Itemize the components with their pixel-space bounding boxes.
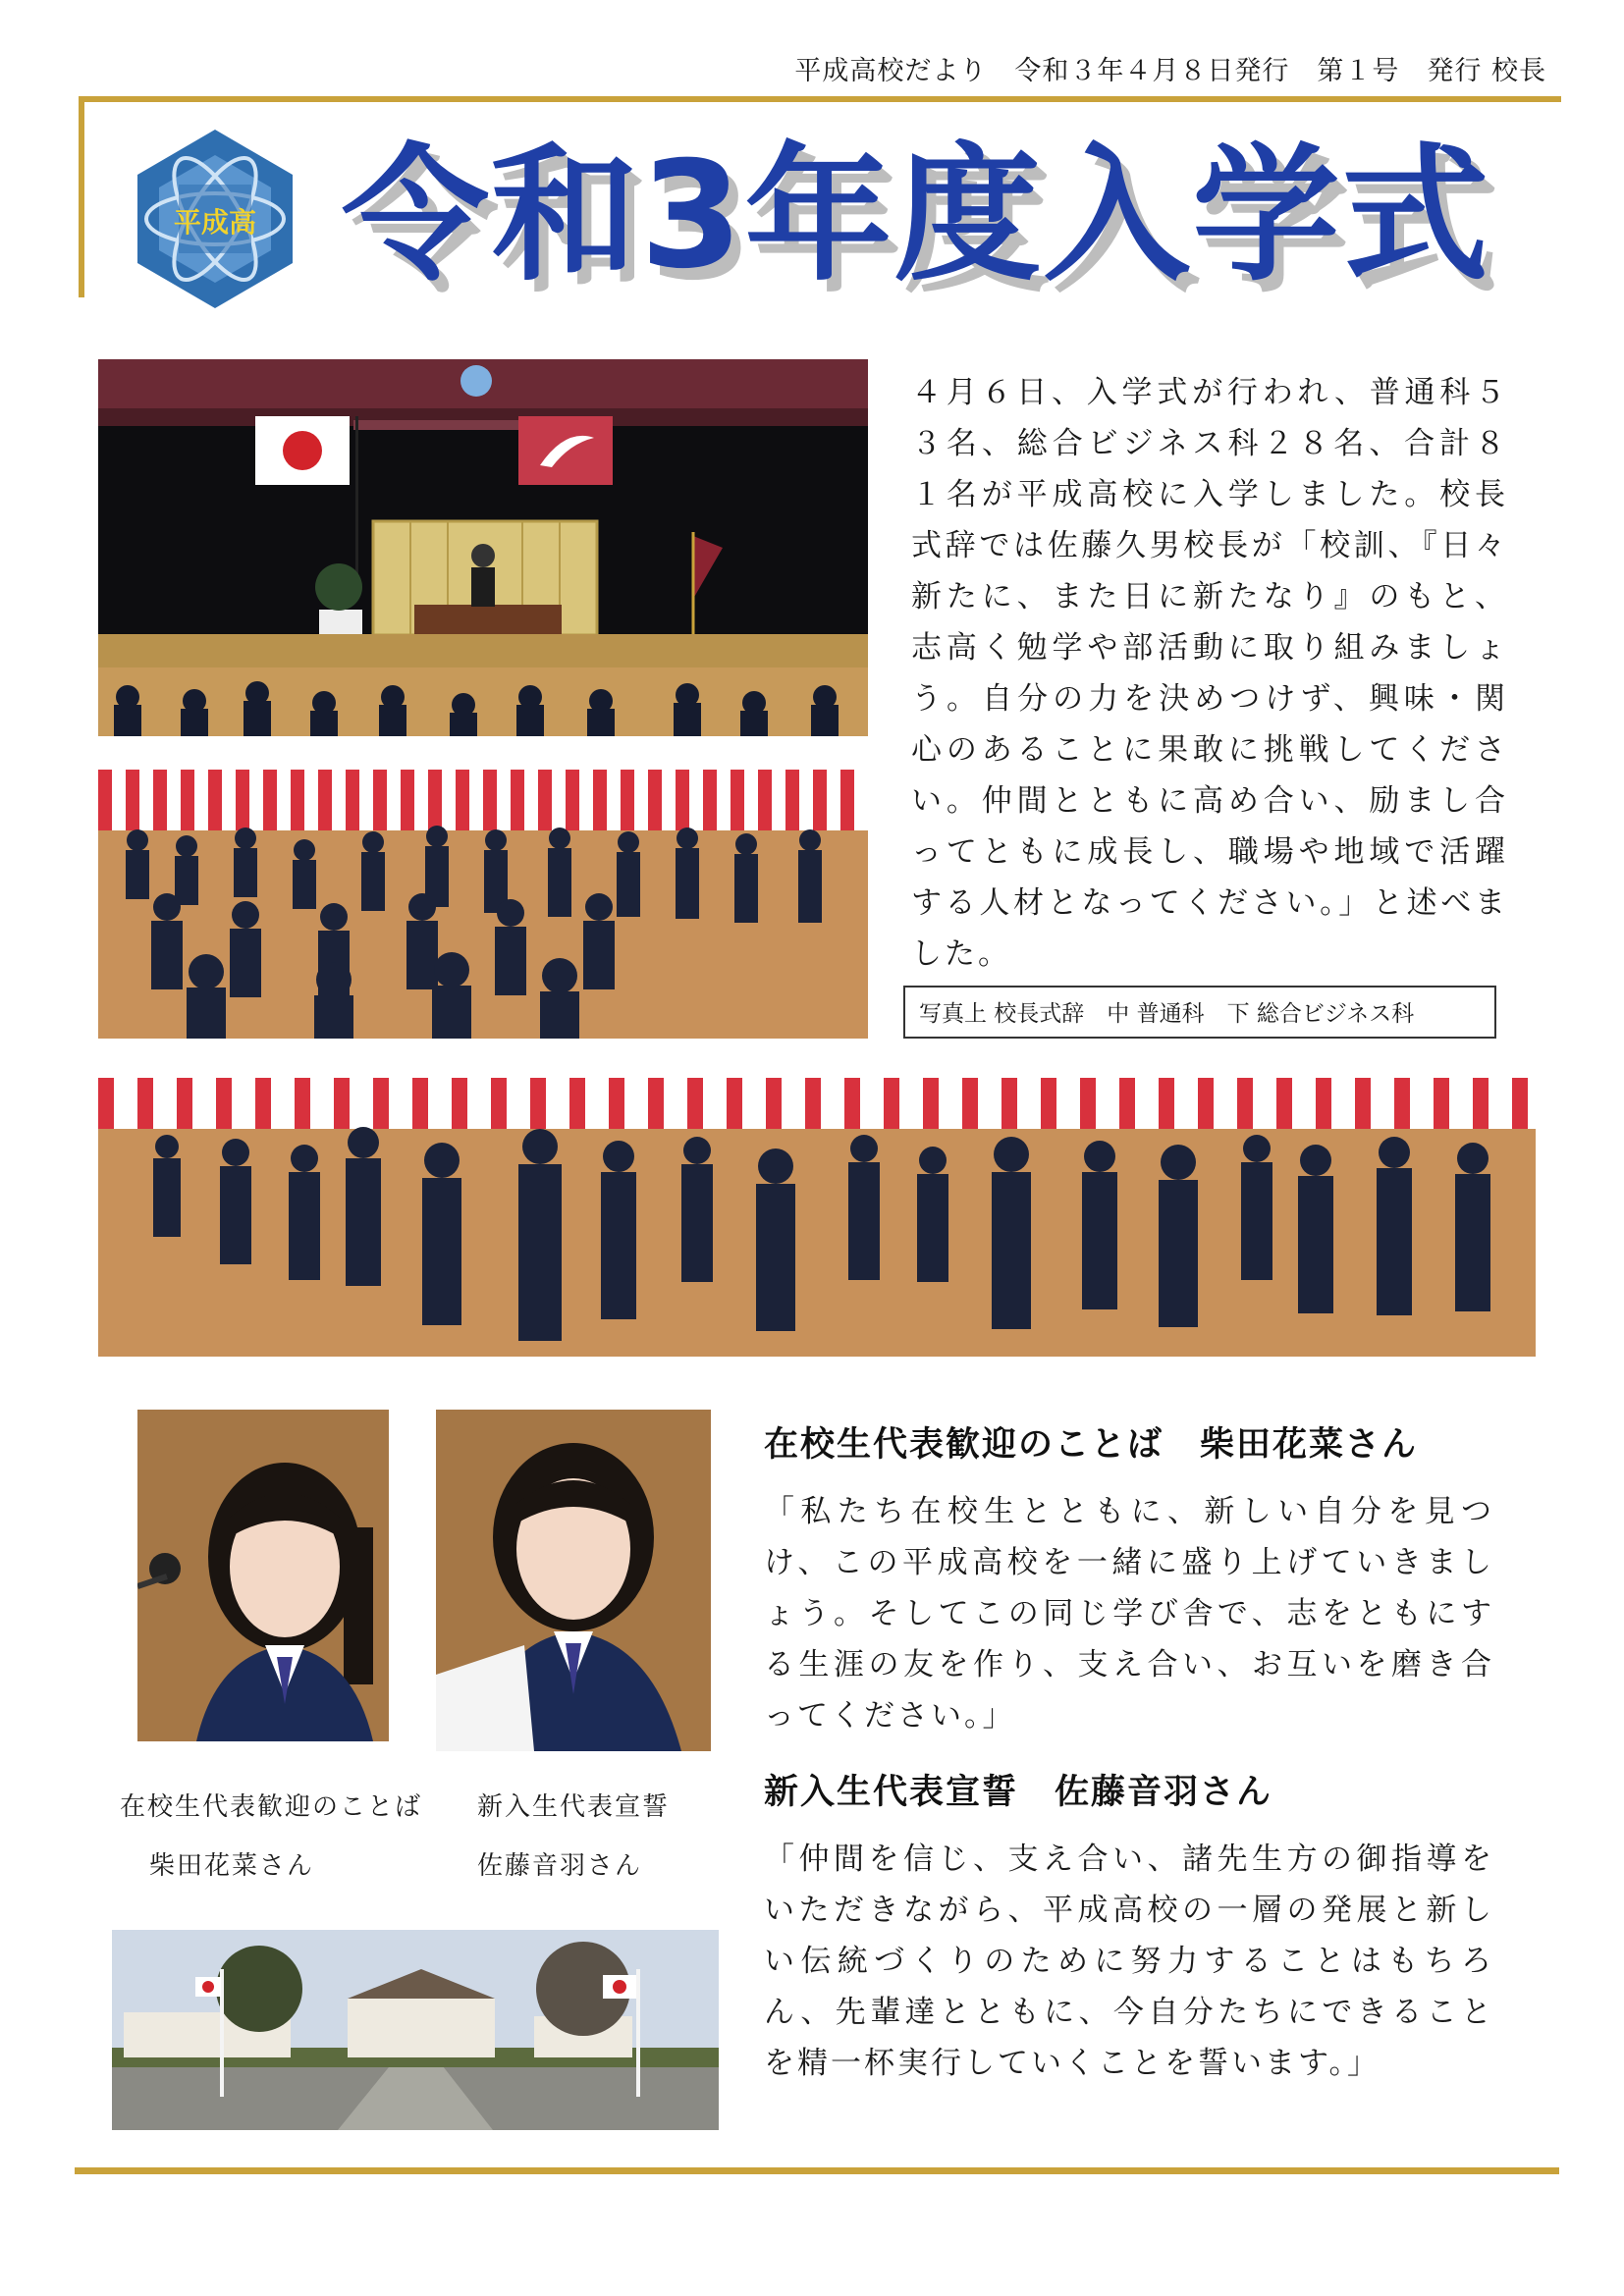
- welcome-photo-caption-name: 柴田花菜さん: [149, 1851, 315, 1881]
- welcome-photo-caption-title: 在校生代表歓迎のことば: [120, 1792, 423, 1822]
- welcome-heading: 在校生代表歓迎のことば 柴田花菜さん: [764, 1425, 1419, 1465]
- article-paragraph: ４月６日、入学式が行われ、普通科５３名、総合ビジネス科２８名、合計８１名が平成高校に入学しました。校長式辞では佐藤久男校長が「校訓、『日々新たに、また日に新たなり』のもと、志高く勉学や部活動に取り組みましょう。自分の力を決めつけず、興味・関心のあることに果敢に挑戦してください。仲間とともに高め合い、励まし合ってともに成長し、職場や地域で活躍する人材となってください。」と述べました。: [911, 375, 1508, 972]
- school-logo: [122, 126, 308, 312]
- photo-school-gate: [112, 1930, 719, 2130]
- issue-info: 平成高校だより 令和３年４月８日発行 第１号 発行 校長: [794, 56, 1546, 86]
- pledge-photo-caption-name: 佐藤音羽さん: [477, 1851, 643, 1881]
- logo-text: 平成高: [173, 206, 257, 239]
- pledge-text: 「仲間を信じ、支え合い、諸先生方の御指導をいただきながら、平成高校の一層の発展と新しい伝統づくりのために努力することはもちろん、先輩達とともに、今自分たちにできることを精一杯実行していくことを誓います。」: [764, 1842, 1494, 2081]
- pledge-photo-caption-title: 新入生代表宣誓: [477, 1792, 671, 1822]
- photo-principal-address: [98, 359, 868, 736]
- photo-welcome-speaker: [137, 1410, 389, 1741]
- photo-caption-box: 写真上 校長式辞 中 普通科 下 総合ビジネス科: [903, 986, 1496, 1039]
- photo-pledge-speaker: [436, 1410, 711, 1751]
- welcome-text: 「私たち在校生とともに、新しい自分を見つけ、この平成高校を一緒に盛り上げていきましょう。そしてこの同じ学び舎で、志をともにする生涯の友を作り、支え合い、お互いを磨き合ってください。」: [764, 1494, 1494, 1734]
- left-gold-rule: [79, 96, 84, 297]
- bottom-gold-rule: [75, 2167, 1559, 2174]
- pledge-heading: 新入生代表宣誓 佐藤音羽さん: [764, 1773, 1273, 1812]
- page-title: 令和3年度入学式: [342, 131, 1491, 301]
- photo-general-course: [98, 770, 868, 1039]
- photo-business-course: [98, 1078, 1536, 1357]
- top-gold-rule: [79, 96, 1561, 102]
